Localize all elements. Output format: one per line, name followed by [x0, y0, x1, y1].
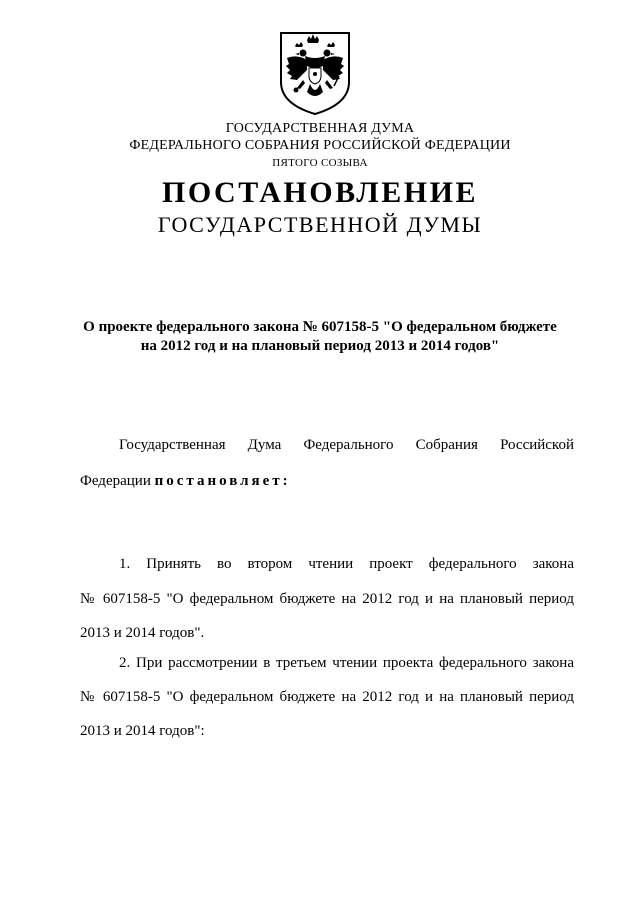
state-emblem [277, 30, 353, 116]
organization-full-name: ФЕДЕРАЛЬНОГО СОБРАНИЯ РОССИЙСКОЙ ФЕДЕРАЦИИ [129, 138, 511, 153]
item-1-line-1: 1. Принять во втором чтении проект федерального закона [119, 556, 574, 572]
subject-line-1: О проекте федерального закона № 607158-5 "О федеральном бюджете [83, 319, 557, 335]
document-type-title: ПОСТАНОВЛЕНИЕ [162, 176, 478, 209]
organization-name: ГОСУДАРСТВЕННАЯ ДУМА [225, 121, 415, 136]
convocation: ПЯТОГО СОЗЫВА [272, 157, 368, 169]
subject-line-2: на 2012 год и на плановый период 2013 и 2014 годов" [140, 338, 500, 354]
document-subject [60, 318, 580, 356]
item-1-line-3: 2013 и 2014 годов". [80, 625, 205, 641]
item-2-line-2: № 607158-5 "О федеральном бюджете на 2012 год и на плановый период [80, 689, 574, 705]
preamble-line-2 [80, 473, 574, 490]
item-2-line-1: 2. При рассмотрении в третьем чтении проекта федерального закона [119, 655, 574, 671]
document-issuer: ГОСУДАРСТВЕННОЙ ДУМЫ [157, 212, 483, 237]
preamble-text: Федерации [80, 473, 155, 489]
preamble-line-1: Государственная Дума Федерального Собрания Российской [119, 437, 574, 453]
double-headed-eagle-icon [277, 30, 353, 116]
item-1-line-2: № 607158-5 "О федеральном бюджете на 2012 год и на плановый период [80, 591, 574, 607]
item-2-line-3: 2013 и 2014 годов": [80, 723, 205, 739]
resolves-word: постановляет: [154, 473, 291, 489]
